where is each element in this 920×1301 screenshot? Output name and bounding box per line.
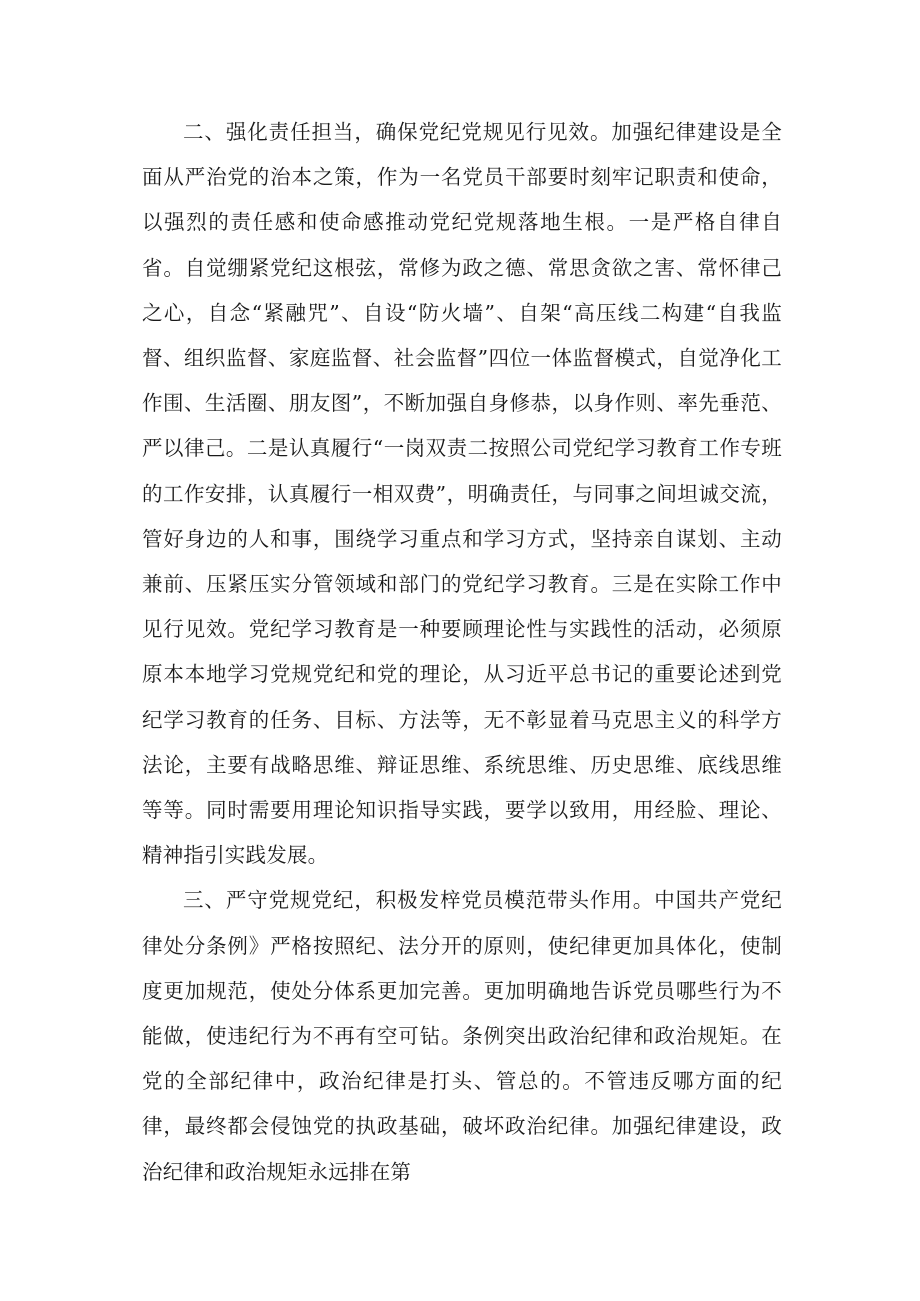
paragraph-responsibility: 二、强化责任担当，确保党纪党规见行见效。加强纪律建设是全面从严治党的治本之策，作为一名党员干部要时刻牢记职责和使命，以强烈的责任感和使命感推动党纪党规落地生根。一是严格自律自省。自觉绷紧党纪这根弦，常修为政之德、常思贪欲之害、常怀律己之心，自念“紧融咒”、自设“防火墙”、自架“高压线二构建“自我监督、组织监督、家庭监督、社会监督”四位一体监督模式，自觉净化工作围、生活圈、朋友图”，不断加强自身修恭，以身作则、率先垂范、严以律己。二是认真履行“一岗双责二按照公司党纪学习教育工作专班的工作安排，认真履行一相双费”，明确责任，与同事之间坦诚交流，管好身边的人和事，围绕学习重点和学习方式，坚持亲自谋划、主动兼前、压紧压实分管领域和部门的党纪学习教育。三是在实除工作中见行见效。党纪学习教育是一种要顾理论性与实践性的活动，必须原原本本地学习党规党纪和党的理论，从习近平总书记的重要论述到党纪学习教育的任务、目标、方法等，无不彰显着马克思主义的科学方法论，主要有战略思维、辩证思维、系统思维、历史思维、底线思维等等。同时需要用理论知识指导实践，要学以致用，用经脸、理论、精神指引实践发展。 (142, 120, 782, 868)
paragraph-party-discipline: 三、严守党规党纪，积极发梓党员模范带头作用。中国共产党纪律处分条例》严格按照纪、法分开的原则，使纪律更加具体化，使制度更加规范，使处分体系更加完善。更加明确地告诉党员哪些行为不能做，使违纪行为不再有空可钻。条例突出政治纪律和政治规矩。在党的全部纪律中，政治纪律是打头、管总的。不管违反哪方面的纪律，最终都会侵蚀党的执政基础，破坏政治纪律。加强纪律建设，政治纪律和政治规矩永远排在第 (142, 888, 782, 1184)
document-body (142, 110, 782, 1195)
